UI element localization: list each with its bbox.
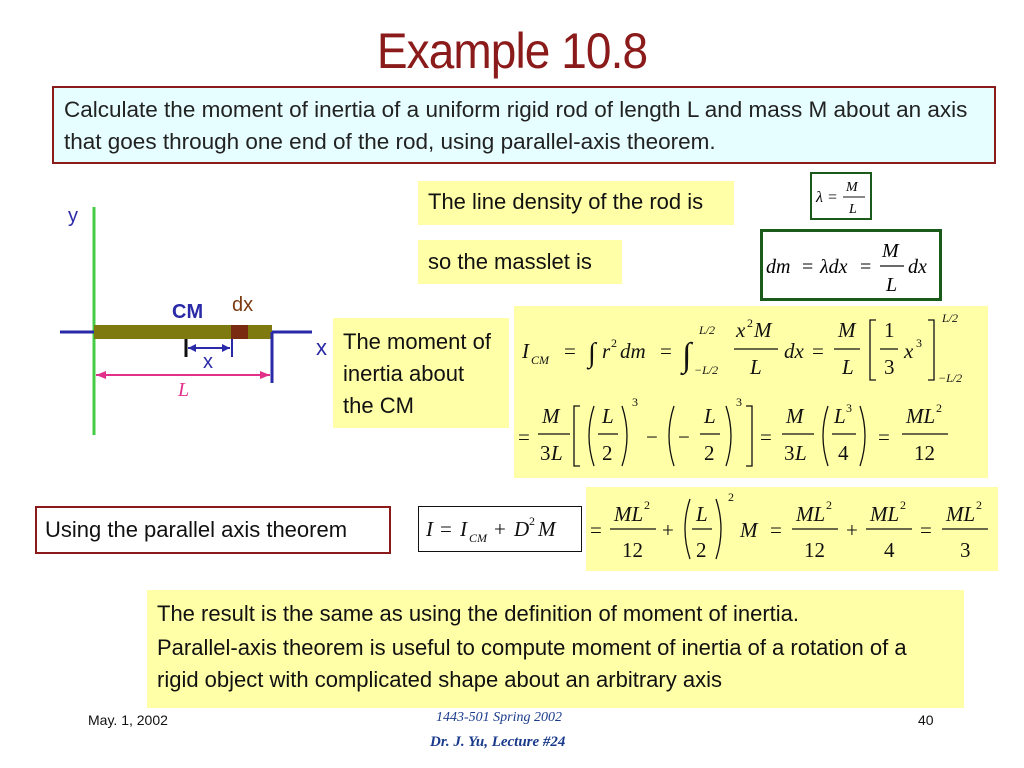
svg-text:ML: ML xyxy=(870,502,900,526)
footer-page-number: 40 xyxy=(918,712,934,728)
parallel-axis-result-equation xyxy=(586,487,998,571)
svg-text:M: M xyxy=(542,404,560,428)
svg-text:I: I xyxy=(460,517,467,541)
svg-text:L: L xyxy=(886,274,898,296)
svg-text:3: 3 xyxy=(736,395,742,409)
svg-text:2: 2 xyxy=(611,336,617,350)
svg-text:M: M xyxy=(882,240,899,262)
svg-text:dx: dx xyxy=(784,339,804,363)
moment-about-cm-box: The moment of inertia about the CM xyxy=(333,318,509,428)
svg-text:∫: ∫ xyxy=(682,337,692,374)
x-axis-label: x xyxy=(316,335,327,360)
svg-text:M: M xyxy=(786,404,804,428)
svg-text:3: 3 xyxy=(846,401,852,415)
masslet-box: so the masslet is xyxy=(418,240,622,284)
svg-text:2: 2 xyxy=(644,498,650,512)
svg-text:L: L xyxy=(696,502,708,526)
line-density-box: The line density of the rod is xyxy=(418,181,734,225)
svg-text:=: = xyxy=(878,425,890,449)
footer-date: May. 1, 2002 xyxy=(88,712,168,728)
svg-text:CM: CM xyxy=(469,531,487,545)
svg-text:=: = xyxy=(802,256,814,278)
svg-text:L: L xyxy=(795,441,807,465)
svg-text:3: 3 xyxy=(960,538,971,562)
lambda-equation xyxy=(810,172,872,220)
svg-text:M: M xyxy=(538,517,556,541)
svg-text:dx: dx xyxy=(908,256,927,278)
svg-text:=: = xyxy=(518,425,530,449)
svg-text:−: − xyxy=(678,425,690,449)
svg-text:2: 2 xyxy=(976,498,982,512)
svg-text:ML: ML xyxy=(796,502,826,526)
svg-text:ML: ML xyxy=(614,502,644,526)
y-axis-label: y xyxy=(68,205,78,227)
svg-text:1: 1 xyxy=(884,318,895,342)
svg-text:12: 12 xyxy=(622,538,643,562)
svg-text:ML: ML xyxy=(946,502,976,526)
svg-text:dm: dm xyxy=(766,256,791,278)
svg-text:2: 2 xyxy=(747,316,753,330)
svg-text:ML: ML xyxy=(906,404,936,428)
svg-text:3: 3 xyxy=(916,336,922,350)
svg-text:=: = xyxy=(812,339,824,363)
svg-text:2: 2 xyxy=(602,441,613,465)
svg-text:x: x xyxy=(736,318,746,342)
svg-text:=: = xyxy=(660,339,672,363)
svg-text:12: 12 xyxy=(804,538,825,562)
svg-text:=: = xyxy=(440,517,452,541)
slide-title: Example 10.8 xyxy=(376,23,648,79)
svg-text:=: = xyxy=(828,189,838,206)
dx-label: dx xyxy=(232,294,254,316)
svg-text:L/2: L/2 xyxy=(699,323,716,337)
length-label: L xyxy=(178,379,190,401)
svg-text:L: L xyxy=(551,441,563,465)
masslet-dx xyxy=(231,325,248,339)
svg-text:L: L xyxy=(849,202,857,217)
svg-text:+: + xyxy=(662,518,674,542)
footer-lecture: Dr. J. Yu, Lecture #24 xyxy=(430,734,566,750)
svg-text:L: L xyxy=(834,404,846,428)
svg-text:−L/2: −L/2 xyxy=(938,371,963,385)
parallel-axis-theorem-box: Using the parallel axis theorem xyxy=(35,506,391,554)
svg-text:λ: λ xyxy=(816,189,823,206)
svg-text:2: 2 xyxy=(826,498,832,512)
svg-text:4: 4 xyxy=(884,538,895,562)
svg-text:∫: ∫ xyxy=(588,338,596,369)
svg-text:M: M xyxy=(838,318,856,342)
svg-text:r: r xyxy=(602,339,611,363)
svg-text:2: 2 xyxy=(900,498,906,512)
svg-text:L: L xyxy=(842,355,854,379)
svg-text:−L/2: −L/2 xyxy=(694,363,719,377)
svg-text:3: 3 xyxy=(884,355,895,379)
svg-text:2: 2 xyxy=(728,490,734,504)
svg-text:3: 3 xyxy=(632,395,638,409)
svg-text:12: 12 xyxy=(914,441,935,465)
svg-text:L: L xyxy=(750,355,762,379)
svg-text:=: = xyxy=(760,425,772,449)
svg-text:2: 2 xyxy=(704,441,715,465)
cm-label: CM xyxy=(172,301,204,323)
svg-text:2: 2 xyxy=(529,514,535,528)
svg-text:=: = xyxy=(860,256,872,278)
problem-statement: Calculate the moment of inertia of a uniform rigid rod of length L and mass M about an axis that goes through one end of the rod, using parallel-axis theorem. xyxy=(52,86,996,164)
result-line-1: The result is the same as using the definition of moment of inertia. xyxy=(157,601,799,626)
svg-text:3: 3 xyxy=(540,441,551,465)
svg-text:D: D xyxy=(514,517,530,541)
svg-text:+: + xyxy=(846,518,858,542)
icm-derivation-equation xyxy=(514,306,988,478)
svg-text:3: 3 xyxy=(784,441,795,465)
svg-text:I: I xyxy=(426,517,433,541)
svg-text:dm: dm xyxy=(620,339,646,363)
masslet-equation xyxy=(760,229,942,301)
svg-text:4: 4 xyxy=(838,441,849,465)
svg-text:L/2: L/2 xyxy=(942,311,959,325)
svg-text:L: L xyxy=(602,404,614,428)
result-line-2: Parallel-axis theorem is useful to compute moment of inertia of a rotation of a rigid object with complicated shape about an arbitrary axis xyxy=(157,635,907,692)
svg-text:=: = xyxy=(770,518,782,542)
rod-diagram xyxy=(50,195,340,445)
svg-text:I: I xyxy=(522,339,529,363)
svg-text:CM: CM xyxy=(531,353,549,367)
svg-text:2: 2 xyxy=(696,538,707,562)
svg-text:M: M xyxy=(846,180,858,195)
svg-text:x: x xyxy=(904,339,914,363)
svg-text:M: M xyxy=(740,518,758,542)
parallel-axis-formula xyxy=(418,506,582,552)
result-box xyxy=(147,590,964,708)
svg-text:+: + xyxy=(494,517,506,541)
footer-course: 1443-501 Spring 2002 xyxy=(436,710,562,725)
svg-text:λdx: λdx xyxy=(820,256,848,278)
small-x-label: x xyxy=(203,351,213,373)
svg-text:M: M xyxy=(754,318,772,342)
svg-text:=: = xyxy=(920,518,932,542)
svg-text:−: − xyxy=(646,425,658,449)
svg-text:L: L xyxy=(704,404,716,428)
svg-text:2: 2 xyxy=(936,401,942,415)
svg-text:=: = xyxy=(564,339,576,363)
svg-text:=: = xyxy=(590,518,602,542)
